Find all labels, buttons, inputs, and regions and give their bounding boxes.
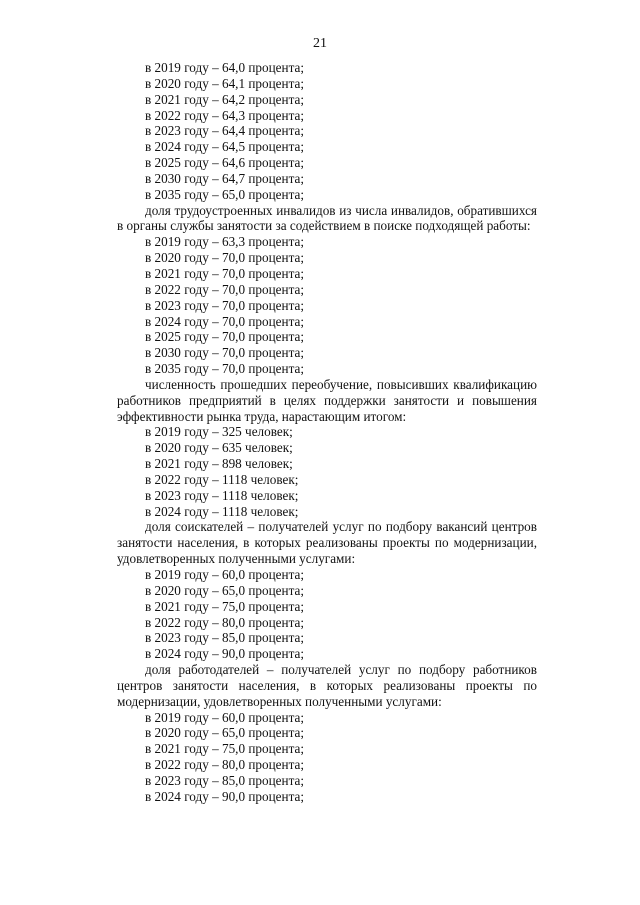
indicator-value-line: в 2024 году – 90,0 процента; <box>145 788 305 804</box>
indicator-value-line: в 2021 году – 898 человек; <box>145 456 293 472</box>
indicator-value-line: в 2022 году – 70,0 процента; <box>145 281 305 297</box>
indicator-value-line: в 2024 году – 1118 человек; <box>145 503 299 519</box>
indicator-value-line: в 2035 году – 65,0 процента; <box>145 186 305 202</box>
indicator-description: численность прошедших переобучение, повысивших квалификацию работников предприятий в целях поддержки занятости и повышения эффективности рынка труда, нарастающим итогом: <box>117 376 537 424</box>
indicator-value-line: в 2022 году – 80,0 процента; <box>145 757 305 773</box>
indicator-value-line: в 2019 году – 60,0 процента; <box>145 709 305 725</box>
indicator-value-line: в 2025 году – 70,0 процента; <box>145 329 305 345</box>
indicator-value-line: в 2019 году – 325 человек; <box>145 424 293 440</box>
indicator-value-line: в 2023 году – 85,0 процента; <box>145 772 305 788</box>
indicator-value-line: в 2035 году – 70,0 процента; <box>145 361 305 377</box>
indicator-value-line: в 2022 году – 80,0 процента; <box>145 614 305 630</box>
indicator-section <box>117 519 537 662</box>
page-number: 21 <box>313 36 327 51</box>
indicator-value-line: в 2020 году – 64,1 процента; <box>145 75 305 91</box>
indicator-value-line: в 2021 году – 70,0 процента; <box>145 265 305 281</box>
indicator-section <box>117 60 537 203</box>
indicator-section <box>117 203 537 377</box>
indicator-value-line: в 2019 году – 64,0 процента; <box>145 60 305 75</box>
indicator-value-line: в 2020 году – 65,0 процента; <box>145 725 305 741</box>
indicator-value-line: в 2019 году – 60,0 процента; <box>145 567 305 582</box>
indicator-value-line: в 2024 году – 90,0 процента; <box>145 646 305 662</box>
indicator-value-line: в 2020 году – 65,0 процента; <box>145 582 305 598</box>
document-body <box>117 60 537 805</box>
indicator-value-line: в 2023 году – 64,4 процента; <box>145 123 305 139</box>
indicator-value-line: в 2024 году – 70,0 процента; <box>145 313 305 329</box>
indicator-section <box>117 662 537 805</box>
indicator-value-line: в 2022 году – 64,3 процента; <box>145 107 305 123</box>
indicator-value-line: в 2021 году – 75,0 процента; <box>145 741 305 757</box>
indicator-value-line: в 2020 году – 70,0 процента; <box>145 250 305 266</box>
indicator-value-line: в 2020 году – 635 человек; <box>145 440 293 456</box>
indicator-description: доля соискателей – получателей услуг по подбору вакансий центров занятости населения, в которых реализованы проекты по модернизации, удовлетворенных полученными услугами: <box>117 519 537 567</box>
indicator-value-line: в 2030 году – 70,0 процента; <box>145 345 305 361</box>
indicator-value-line: в 2021 году – 64,2 процента; <box>145 91 305 107</box>
indicator-value-line: в 2023 году – 1118 человек; <box>145 487 299 503</box>
indicator-value-line: в 2019 году – 63,3 процента; <box>145 234 305 250</box>
indicator-value-line: в 2025 году – 64,6 процента; <box>145 155 305 171</box>
indicator-description: доля работодателей – получателей услуг по подбору работников центров занятости населения, в которых реализованы проекты по модернизации, удовлетворенных полученными услугами: <box>117 662 537 709</box>
indicator-value-line: в 2024 году – 64,5 процента; <box>145 139 305 155</box>
indicator-value-line: в 2030 году – 64,7 процента; <box>145 170 305 186</box>
indicator-value-line: в 2023 году – 70,0 процента; <box>145 297 305 313</box>
indicator-value-line: в 2023 году – 85,0 процента; <box>145 630 305 646</box>
indicator-value-line: в 2021 году – 75,0 процента; <box>145 598 305 614</box>
indicator-section <box>117 377 537 520</box>
indicator-value-line: в 2022 году – 1118 человек; <box>145 471 299 487</box>
indicator-description: доля трудоустроенных инвалидов из числа инвалидов, обратившихся в органы службы занятости за содействием в поиске подходящей работы: <box>117 202 537 234</box>
